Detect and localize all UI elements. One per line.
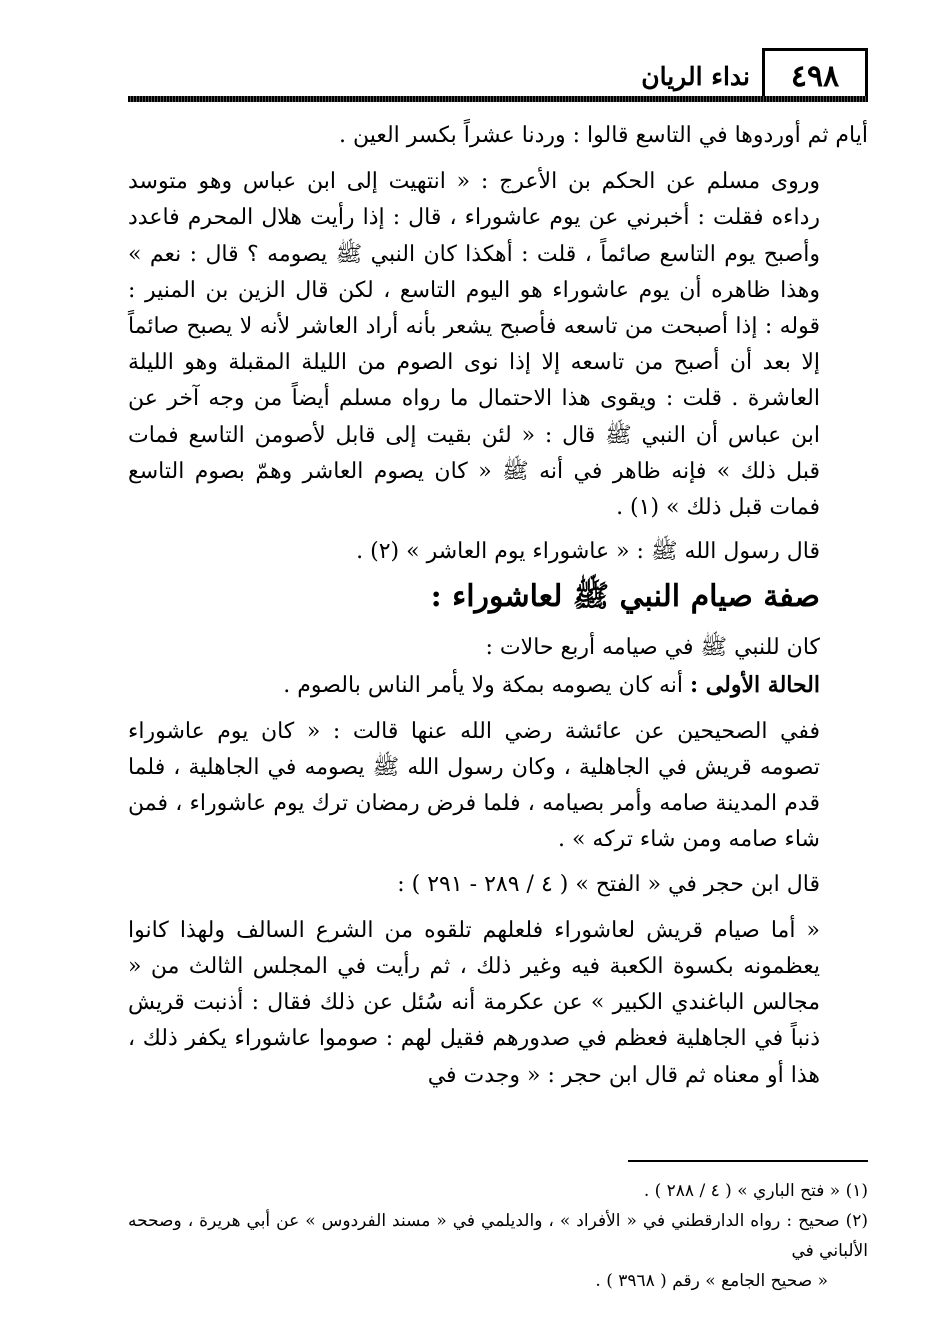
paragraph-7: قال ابن حجر في « الفتح » ( ٤ / ٢٨٩ - ٢٩١ ) : [397, 871, 820, 897]
main-text [128, 118, 868, 1094]
page-header [128, 40, 868, 100]
paragraph-5 [128, 667, 868, 704]
page-number: ٤٩٨ [762, 48, 868, 101]
footnote-rule [628, 1160, 868, 1162]
paragraph-3: قال رسول الله ﷺ : « عاشوراء يوم العاشر » (٢) . [356, 539, 820, 565]
footnote-2-continued: « صحيح الجامع » رقم ( ٣٩٦٨ ) . [595, 1271, 828, 1291]
header-rule [128, 96, 868, 102]
paragraph-1: أيام ثم أوردوها في التاسع قالوا : وردنا عشراً بكسر العين . [338, 123, 868, 148]
case-label: الحالة الأولى : [690, 671, 820, 698]
paragraph-4: كان للنبي ﷺ في صيامه أربع حالات : [485, 635, 820, 661]
case-text: أنه كان يصومه بمكة ولا يأمر الناس بالصوم . [283, 672, 691, 698]
running-title: نداء الريان [641, 62, 750, 91]
paragraph-2: وروى مسلم عن الحكم بن الأعرج : « انتهيت إلى ابن عباس وهو متوسد رداءه فقلت : أخبرني عن يوم عاشوراء ، قال : إذا رأيت هلال المحرم فاعدد وأصبح يوم التاسع صائماً ، قلت : أهكذا كان النبي ﷺ يصومه ؟ قال : نعم » وهذا ظاهره أن يوم عاشوراء هو اليوم التاسع ، لكن قال الزين بن المنير : قوله : إذا أصبحت من تاسعه فأصبح يشعر بأنه أراد العاشر لأنه لا يصبح صائماً إلا بعد أن أصبح من تاسعه إلا إذا نوى الصوم من الليلة المقبلة وهو الليلة العاشرة . قلت : ويقوى هذا الاحتمال ما رواه مسلم أيضاً من وجه آخر عن ابن عباس أن النبي ﷺ قال : « لئن بقيت إلى قابل لأصومن التاسع فمات قبل ذلك » فإنه ظاهر في أنه ﷺ « كان يصوم العاشر وهمّ بصوم التاسع فمات قبل ذلك » (١) . [128, 169, 820, 521]
paragraph-8: « أما صيام قريش لعاشوراء فلعلهم تلقوه من الشرع السالف ولهذا كانوا يعظمونه بكسوة الكعبة فيه وغير ذلك ، ثم رأيت في المجلس الثالث من « مجالس الباغندي الكبير » عن عكرمة أنه سُئل عن ذلك فقال : أذنبت قريش ذنباً في الجاهلية فعظم في صدورهم فقيل لهم : صوموا عاشوراء يكفر ذلك ، هذا أو معناه ثم قال ابن حجر : « وجدت في [128, 917, 820, 1088]
section-heading: صفة صيام النبي ﷺ لعاشوراء : [430, 579, 820, 615]
footnote-2: (٢) صحيح : رواه الدارقطني في « الأفراد » ، والديلمي في « مسند الفردوس » عن أبي هريرة ، وصححه الألباني في [128, 1211, 868, 1261]
footnotes [128, 1176, 868, 1296]
paragraph-6: ففي الصحيحين عن عائشة رضي الله عنها قالت : « كان يوم عاشوراء تصومه قريش في الجاهلية ، وكان رسول الله ﷺ يصومه في الجاهلية ، فلما قدم المدينة صامه وأمر بصيامه ، فلما فرض رمضان ترك يوم عاشوراء ، فمن شاء صامه ومن شاء تركه » . [128, 718, 820, 853]
footnote-1: (١) « فتح الباري » ( ٤ / ٢٨٨ ) . [643, 1181, 868, 1201]
